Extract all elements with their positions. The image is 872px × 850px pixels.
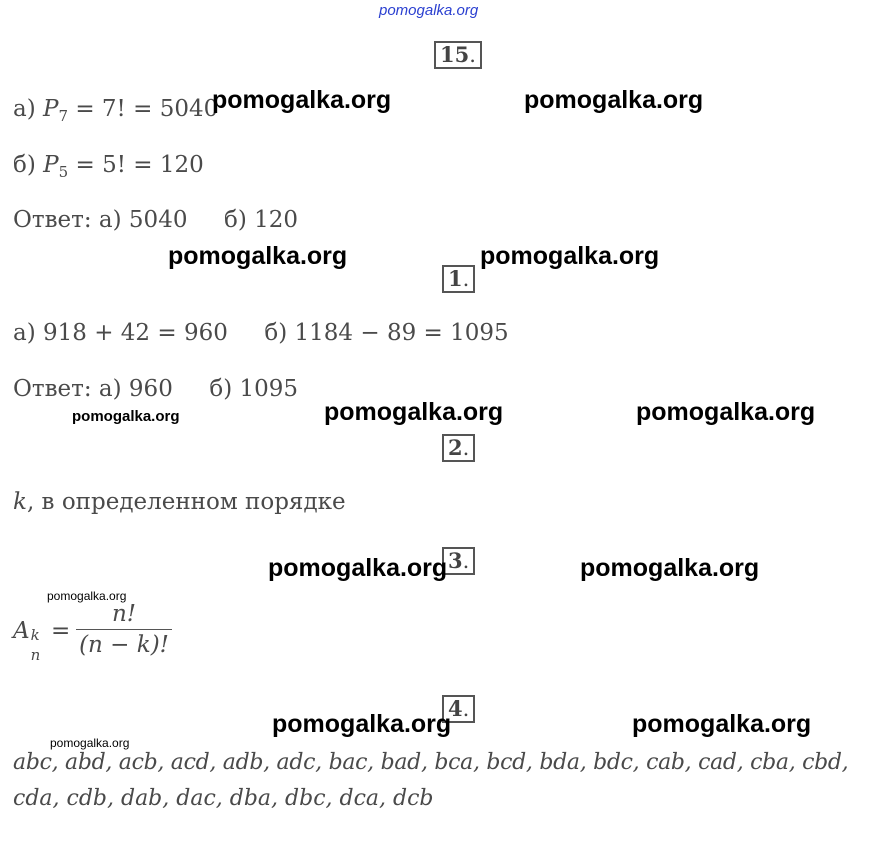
watermark: pomogalka.org [324,398,504,426]
arrangement-symbol: A [13,618,30,644]
task-number-label: 3 [448,548,463,573]
task-number-label: 4 [448,696,463,721]
perm-symbol: P [43,96,59,122]
task-number-3: 3. [442,547,475,575]
task-number-label: 2 [448,435,463,460]
task-number-2: 2. [442,434,475,462]
watermark: pomogalka.org [480,242,660,270]
formula-rest: = 5! = 120 [75,152,204,178]
arrangement-sub: n [30,646,41,664]
formula-rest: = 7! = 5040 [75,96,219,122]
fraction-bar [76,629,172,630]
calc-line-1: а) 918 + 42 = 960 б) 1184 − 89 = 1095 [13,320,509,346]
permutations-line-2: cda, cdb, dab, dac, dba, dbc, dca, dcb [13,786,434,811]
fraction-denominator: (n − k)! [79,632,169,658]
formula-p5 [13,152,204,181]
arrangement-sup: k [30,626,40,644]
perm-subscript: 5 [58,163,69,181]
perm-subscript: 7 [58,107,69,125]
task-number-label: 15 [440,42,470,67]
watermark: pomogalka.org [168,242,348,270]
watermark: pomogalka.org [47,589,127,603]
arrangement-fraction [76,601,172,658]
equals-sign: = [50,618,71,644]
watermark: pomogalka.org [268,554,448,582]
watermark: pomogalka.org [632,710,812,738]
watermark: pomogalka.org [212,86,392,114]
perm-symbol: P [43,152,59,178]
permutations-line-1: abc, abd, acb, acd, adb, adc, bac, bad, bca, bcd, bda, bdc, cab, cad, cba, cbd, [13,750,849,775]
task-number-1: 1. [442,265,475,293]
answer-1: Ответ: а) 960 б) 1095 [13,376,299,402]
task-number-4: 4. [442,695,475,723]
task-number-label: 1 [448,266,463,291]
task-number-15: 15. [434,41,482,69]
variable-k: k [13,489,27,515]
arrangement-lhs [13,618,71,664]
watermark: pomogalka.org [524,86,704,114]
text-line-2 [13,489,346,515]
watermark: pomogalka.org [272,710,452,738]
top-watermark: pomogalka.org [379,2,479,19]
watermark: pomogalka.org [50,736,130,750]
formula-p7 [13,96,218,125]
watermark: pomogalka.org [580,554,760,582]
item-label: а) [13,96,36,122]
item-label: б) [13,152,36,178]
answer-15: Ответ: а) 5040 б) 120 [13,207,299,233]
watermark: pomogalka.org [636,398,816,426]
text-rest: , в определенном порядке [26,489,346,515]
fraction-numerator: n! [111,601,137,627]
watermark: pomogalka.org [72,408,180,425]
